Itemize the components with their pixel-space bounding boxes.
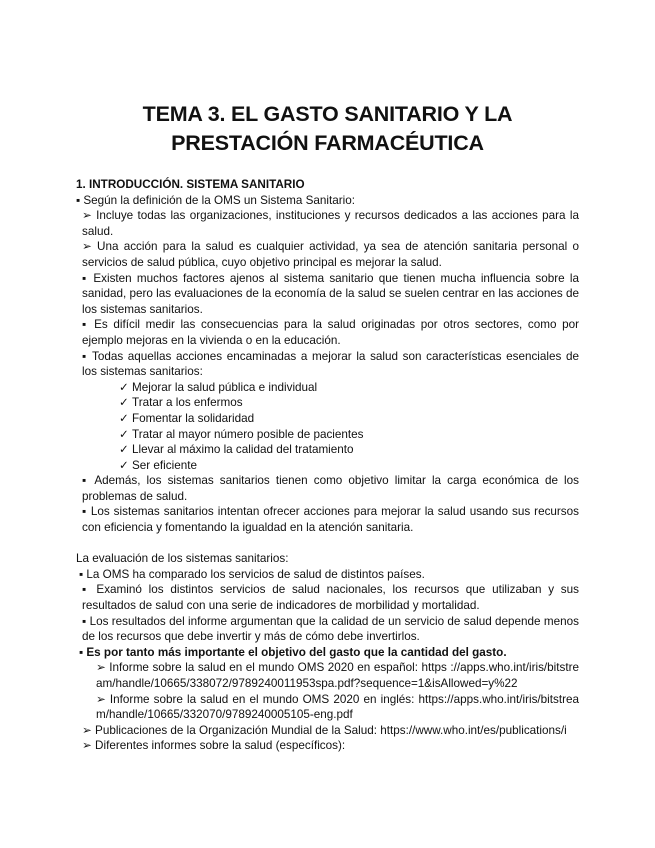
paragraph-carga-economica: ▪ Además, los sistemas sanitarios tienen como objetivo limitar la carga económica de los problemas de salud. — [82, 474, 579, 503]
paragraph-examino: ▪ Examinó los distintos servicios de salud nacionales, los recursos que utilizaban y sus resultados de salud con una serie de indicadores de morbilidad y mortalidad. — [82, 583, 579, 613]
list-item: ✓ Ser eficiente — [119, 458, 197, 472]
paragraph-factores: ▪ Existen muchos factores ajenos al sistema sanitario que tienen mucha influencia sobre la sanidad, pero las evaluaciones de la economía de la salud se suelen centrar en las acciones de los sistemas sanitarios. — [82, 271, 579, 316]
paragraph-medir: ▪ Es difícil medir las consecuencias para la salud originadas por otros sectores, como por ejemplo mejoras en la vivienda o en la educación. — [82, 318, 579, 347]
document-body — [76, 177, 579, 754]
paragraph-incluye: ➢ Incluye todas las organizaciones, instituciones y recursos dedicados a las acciones para la salud. — [82, 209, 579, 238]
title-line-1: TEMA 3. EL GASTO SANITARIO Y LA — [142, 102, 513, 126]
paragraph-informe-ingles: ➢ Informe sobre la salud en el mundo OMS 2020 en inglés: https://apps.who.int/iris/bitstream/handle/10665/332070/9789240005105-eng.pdf — [96, 692, 579, 722]
section-heading-introduccion: 1. INTRODUCCIÓN. SISTEMA SANITARIO — [76, 178, 305, 191]
list-item: ✓ Llevar al máximo la calidad del tratamiento — [119, 443, 354, 457]
list-item: ✓ Tratar a los enfermos — [119, 396, 243, 410]
paragraph-eficiencia: ▪ Los sistemas sanitarios intentan ofrecer acciones para mejorar la salud usando sus recursos con eficiencia y fomentando la igualdad en la atención sanitaria. — [82, 505, 579, 535]
list-item: ✓ Fomentar la solidaridad — [119, 411, 255, 425]
check-icon: ✓ — [119, 396, 129, 410]
checklist-objetivos — [76, 380, 579, 474]
paragraph-resultados: ▪ Los resultados del informe argumentan que la calidad de un servicio de salud depende menos de los recursos que debe invertir y más de cómo debe invertirlos. — [82, 614, 579, 644]
list-item: ✓ Tratar al mayor número posible de pacientes — [119, 427, 364, 441]
check-icon: ✓ — [119, 443, 129, 457]
paragraph-publicaciones: ➢ Publicaciones de la Organización Mundial de la Salud: https://www.who.int/es/publications/i — [82, 723, 567, 737]
paragraph-informes-especificos: ➢ Diferentes informes sobre la salud (específicos): — [82, 739, 346, 753]
paragraph-oms-comparado: ▪ La OMS ha comparado los servicios de salud de distintos países. — [79, 567, 425, 581]
list-item: ✓ Mejorar la salud pública e individual — [119, 380, 318, 394]
paragraph-accion-salud: ➢ Una acción para la salud es cualquier actividad, ya sea de atención sanitaria personal o servicios de salud pública, cuyo objetivo principal es mejorar la salud. — [82, 240, 579, 269]
title-line-2: PRESTACIÓN FARMACÉUTICA — [171, 131, 484, 155]
paragraph-acciones: ▪ Todas aquellas acciones encaminadas a mejorar la salud son características esenciales de los sistemas sanitarios: — [82, 349, 579, 379]
check-icon: ✓ — [119, 411, 129, 425]
paragraph-objetivo-gasto: ▪ Es por tanto más importante el objetivo del gasto que la cantidad del gasto. — [79, 645, 507, 659]
paragraph-oms-definition: ▪ Según la definición de la OMS un Sistema Sanitario: — [76, 193, 355, 207]
check-icon: ✓ — [119, 380, 129, 394]
paragraph-informe-espanol: ➢ Informe sobre la salud en el mundo OMS 2020 en español: https ://apps.who.int/iris/bitstream/handle/10665/338072/9789240011953spa.pdf?sequence=1&isAllowed=y%22 — [96, 661, 579, 690]
check-icon: ✓ — [119, 458, 129, 472]
page-title — [40, 100, 615, 158]
spacer — [76, 536, 579, 552]
section-heading-evaluacion: La evaluación de los sistemas sanitarios: — [76, 552, 289, 566]
check-icon: ✓ — [119, 427, 129, 441]
